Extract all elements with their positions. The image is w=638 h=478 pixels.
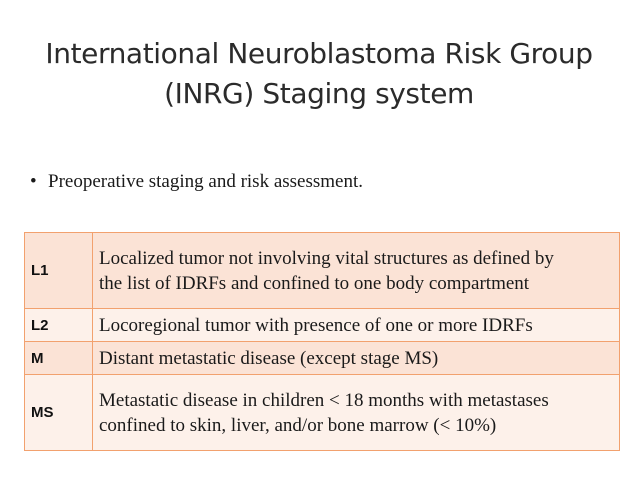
stage-code-cell: MS xyxy=(25,375,93,451)
stage-code-cell: L1 xyxy=(25,233,93,309)
bullet-item xyxy=(30,170,363,194)
bullet-marker: • xyxy=(30,171,37,192)
table-row xyxy=(25,375,620,451)
stage-description-line: Metastatic disease in children < 18 months with metastases xyxy=(99,389,549,411)
stage-description-line: Locoregional tumor with presence of one or more IDRFs xyxy=(99,314,533,336)
stage-code-cell: M xyxy=(25,342,93,375)
stage-description-cell xyxy=(93,342,620,375)
stage-description-line: the list of IDRFs and confined to one body compartment xyxy=(99,272,530,294)
stage-description-cell xyxy=(93,309,620,342)
bullet-text: Preoperative staging and risk assessment. xyxy=(48,171,364,192)
table-row xyxy=(25,342,620,375)
table-row xyxy=(25,309,620,342)
staging-table xyxy=(24,232,620,451)
slide-title-line-1: International Neuroblastoma Risk Group xyxy=(45,37,593,70)
stage-description-cell xyxy=(93,233,620,309)
stage-description-cell xyxy=(93,375,620,451)
slide-title-line-2: (INRG) Staging system xyxy=(164,77,474,110)
stage-description-line: confined to skin, liver, and/or bone marrow (< 10%) xyxy=(99,414,497,436)
slide-title xyxy=(20,34,618,114)
stage-code-cell: L2 xyxy=(25,309,93,342)
stage-description-line: Distant metastatic disease (except stage MS) xyxy=(99,347,439,369)
table-row xyxy=(25,233,620,309)
stage-description-line: Localized tumor not involving vital structures as defined by xyxy=(99,247,554,269)
